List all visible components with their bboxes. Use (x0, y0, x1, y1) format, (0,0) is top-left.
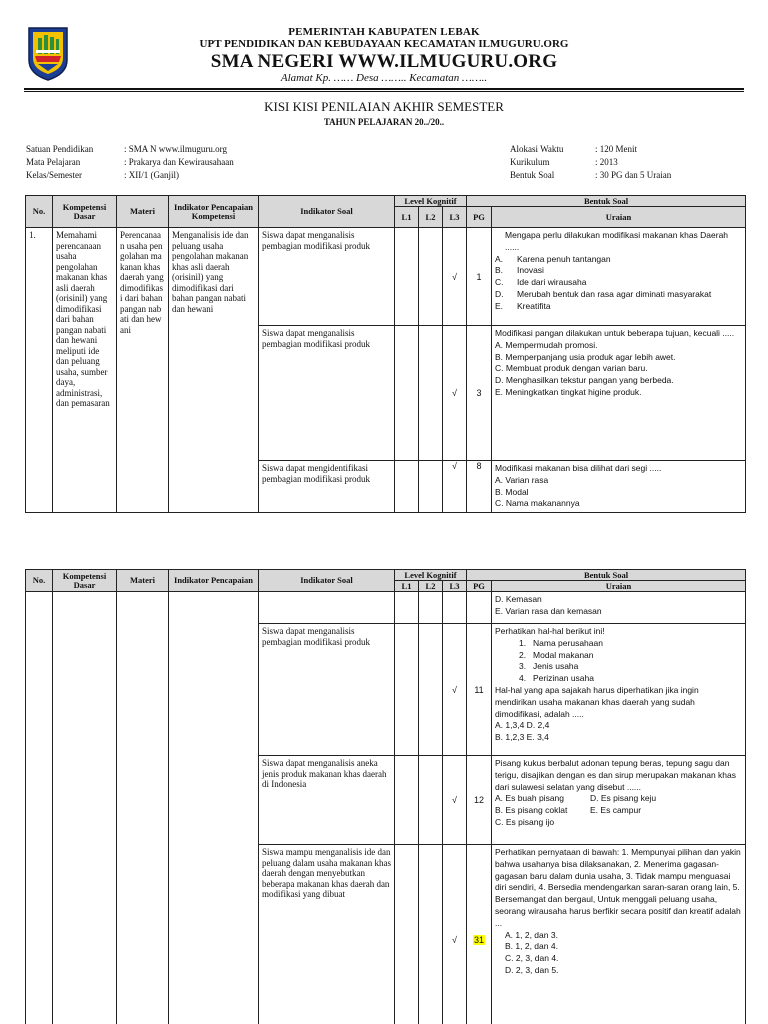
l3-check: √ (443, 624, 467, 756)
question-text: Modifikasi makanan bisa dilihat dari segi ..... (495, 463, 662, 473)
question-cell (492, 592, 746, 624)
l3-check: √ (443, 228, 467, 326)
option: C. Es pisang ijo (495, 816, 555, 827)
materi-cell (117, 592, 169, 1024)
option: D. Kemasan (495, 594, 542, 604)
meta-value: : Prakarya dan Kewirausahaan (124, 157, 234, 167)
pg-cell (467, 592, 492, 624)
option: B. Memperpanjang usia produk agar lebih awet. (495, 351, 676, 362)
option: A. 1, 2, dan 3. (505, 929, 558, 940)
col-no: No. (26, 196, 53, 228)
l2-cell (419, 592, 443, 624)
indikator-soal-cell: Siswa dapat mengidentifikasi pembagian modifikasi produk (259, 461, 395, 513)
l2-cell (419, 326, 443, 461)
option-text: Ide dari wirausaha (517, 277, 587, 288)
option: D. 2, 3, dan 5. (505, 964, 559, 975)
option-letter: E. (495, 300, 504, 311)
meta-key: Bentuk Soal (510, 170, 555, 180)
option: D. Menghasilkan tekstur pangan yang berbeda. (495, 375, 674, 386)
col-indikator-soal: Indikator Soal (259, 570, 395, 592)
col-pg: PG (467, 581, 492, 592)
question-text: Pisang kukus berbalut adonan tepung beras, tepung sagu dan terigu, disajikan dengan es dan sirup merupakan makanan khas dari sulawesi selatan yang disebut ...... (495, 758, 736, 792)
col-bentuk-soal: Bentuk Soal (467, 570, 746, 581)
meta-value: : XII/1 (Ganjil) (124, 170, 179, 180)
option-text: Inovasi (517, 265, 544, 276)
option-letter: B. (495, 265, 504, 276)
l2-cell (419, 461, 443, 513)
l1-cell (395, 326, 419, 461)
indikator-pencapaian-cell: Menganalisis ide dan peluang usaha pengolahan makanan khas asli daerah (orisinil) yang dimodifikasi dari bahan pangan nabati dan hewani (169, 228, 259, 513)
col-no: No. (26, 570, 53, 592)
l1-cell (395, 845, 419, 1024)
question-cell (492, 326, 746, 461)
col-level-kognitif: Level Kognitif (395, 570, 467, 581)
letterhead-rule (24, 88, 744, 90)
col-materi: Materi (117, 570, 169, 592)
option-text: Karena penuh tantangan (517, 253, 611, 264)
indikator-soal-cell: Siswa mampu menganalisis ide dan peluang dalam usaha makanan khas daerah dengan menyebutkan beberapa makanan khas daerah dan modifikasi yang dibuat (259, 845, 395, 1024)
option: C. Membuat produk dengan varian baru. (495, 363, 648, 374)
col-indikator-pencapaian: Indikator Pencapaian (169, 570, 259, 592)
option: A. Es buah pisang (495, 793, 565, 804)
list-item: Nama perusahaan (533, 637, 603, 648)
option: B. Es pisang coklat (495, 805, 568, 816)
pg-number: 8 (467, 461, 492, 513)
option-text: Kreatifita (517, 300, 551, 311)
option: A. Mempermudah promosi. (495, 339, 598, 350)
document-title: KISI KISI PENILAIAN AKHIR SEMESTER (264, 99, 504, 114)
question-text: Perhatikan pernyataan di bawah: 1. Mempunyai pilihan dan yakin bahwa usahanya bisa dilaksanakan, 2. Menerima gagasan-gagasan baru dalam dunia usaha, 3. Tidak mampu menguasai diri sendiri, 4. Bersedia mendengarkan saran-saran orang lain, 5. Bersemangat dan bergaul, Untuk menggali peluang usaha, seorang wirausaha harus berfikir secara positif dan kreatif adalah ... (495, 847, 741, 928)
indikator-soal-cell: Siswa dapat menganalisis pembagian modifikasi produk (259, 624, 395, 756)
question-cell: Perhatikan hal-hal berikut ini! 1. Nama perusahaan 2. Modal makanan 3. Jenis usaha 4. Perizinan usaha Hal-hal yang apa sajakah harus diperhatikan jika ingin mendirikan usaha makanan khas daerah yang sudah dimodifikasi, adalah ..... A. 1,3,4 D. 2,4 B. 1,2,3 E. 3,4 (492, 624, 746, 756)
l2-cell (419, 756, 443, 845)
option-letter: C. (495, 277, 504, 288)
question-text: Mengapa perlu dilakukan modifikasi makanan khas Daerah ...... (505, 230, 729, 252)
l1-cell (395, 624, 419, 756)
l3-cell (443, 592, 467, 624)
question-cell (492, 756, 746, 845)
col-indikator-pencapaian: Indikator Pencapaian Kompetensi (169, 196, 259, 228)
col-kompetensi-dasar: Kompetensi Dasar (53, 570, 117, 592)
col-uraian: Uraian (492, 207, 746, 228)
indikator-soal-cell: Siswa dapat menganalisis aneka jenis produk makanan khas daerah di Indonesia (259, 756, 395, 845)
col-l1: L1 (395, 207, 419, 228)
col-level-kognitif: Level Kognitif (395, 196, 467, 207)
pg-number: 11 (467, 624, 492, 756)
office-name: UPT PENDIDIKAN DAN KEBUDAYAAN KECAMATAN ILMUGURU.ORG (199, 38, 569, 50)
l1-cell (395, 756, 419, 845)
l3-check: √ (443, 756, 467, 845)
list-item: Perizinan usaha (533, 673, 594, 684)
option: A. 1,3,4 D. 2,4 (495, 720, 550, 731)
option-letter: D. (495, 288, 504, 299)
pg-number-highlighted: 31 (474, 934, 485, 945)
school-address: Alamat Kp. …… Desa …….. Kecamatan …….. (280, 72, 488, 84)
option: E. Es campur (590, 805, 642, 816)
indikator-pencapaian-cell (169, 592, 259, 1024)
meta-key: Kurikulum (510, 157, 550, 167)
meta-left (26, 143, 234, 182)
col-materi: Materi (117, 196, 169, 228)
col-bentuk-soal: Bentuk Soal (467, 196, 746, 207)
l3-check: √ (443, 461, 467, 513)
col-l2: L2 (419, 207, 443, 228)
indikator-soal-cell (259, 592, 395, 624)
list-item: Modal makanan (533, 649, 594, 660)
pg-number: 12 (467, 756, 492, 845)
option: B. Modal (495, 486, 529, 497)
row-number: 1. (26, 228, 53, 513)
option: B. 1,2,3 E. 3,4 (495, 732, 549, 743)
meta-value: : SMA N www.ilmuguru.org (124, 144, 228, 154)
list-item: Jenis usaha (533, 661, 579, 672)
pg-number-cell (467, 845, 492, 1024)
meta-key: Satuan Pendidikan (26, 144, 94, 154)
option-text: Merubah bentuk dan rasa agar diminati masyarakat (517, 288, 712, 299)
col-l3: L3 (443, 581, 467, 592)
col-indikator-soal: Indikator Soal (259, 196, 395, 228)
option-letter: A. (495, 253, 504, 264)
col-uraian: Uraian (492, 581, 746, 592)
indikator-soal-cell: Siswa dapat menganalisis pembagian modifikasi produk (259, 228, 395, 326)
government-name: PEMERINTAH KABUPATEN LEBAK (288, 26, 480, 38)
option: E. Varian rasa dan kemasan (495, 605, 602, 616)
option: E. Meningkatkan tingkat higine produk. (495, 386, 642, 397)
materi-cell: Perencanaan usaha pengolahan makanan khas daerah yang dimodifikasi dari bahan pangan nabati dan hewani (117, 228, 169, 513)
col-l3: L3 (443, 207, 467, 228)
kisi-kisi-table-2 (25, 569, 746, 1024)
l2-cell (419, 228, 443, 326)
meta-key: Alokasi Waktu (510, 144, 564, 154)
table-row (26, 228, 746, 326)
meta-key: Mata Pelajaran (26, 157, 81, 167)
meta-value: : 120 Menit (595, 144, 637, 154)
option: D. Es pisang keju (590, 793, 657, 804)
col-l1: L1 (395, 581, 419, 592)
option: B. 1, 2, dan 4. (505, 941, 558, 952)
question-cell (492, 228, 746, 326)
option: C. Nama makanannya (495, 498, 580, 509)
col-kompetensi-dasar: Kompetensi Dasar (53, 196, 117, 228)
school-name: SMA NEGERI WWW.ILMUGURU.ORG (210, 51, 558, 72)
l2-cell (419, 845, 443, 1024)
l1-cell (395, 228, 419, 326)
question-text: Perhatikan hal-hal berikut ini! (495, 626, 605, 636)
question-cell (492, 845, 746, 1024)
l3-check: √ (443, 326, 467, 461)
kisi-kisi-table-1 (25, 195, 746, 513)
question-text: Modifikasi pangan dilakukan untuk beberapa tujuan, kecuali ..... (495, 328, 735, 338)
pg-number: 3 (467, 326, 492, 461)
col-l2: L2 (419, 581, 443, 592)
meta-value: : 30 PG dan 5 Uraian (595, 170, 672, 180)
question-text: Hal-hal yang apa sajakah harus diperhatikan jika ingin mendirikan usaha makanan khas daerah yang sudah dimodifikasi, adalah ..... (495, 684, 699, 719)
l3-check: √ (443, 845, 467, 1024)
l1-cell (395, 461, 419, 513)
question-cell (492, 461, 746, 513)
pg-number: 1 (467, 228, 492, 326)
letterhead-rule-thin (24, 91, 744, 92)
kompetensi-dasar-cell: Memahami perencanaan usaha pengolahan makanan khas asli daerah (orisinil) yang dimodifikasi dari bahan pangan nabati dan hewani meliputi ide dan peluang usaha, sumber daya, administrasi, dan pemasaran (53, 228, 117, 513)
kompetensi-dasar-cell (53, 592, 117, 1024)
option: C. 2, 3, dan 4. (505, 953, 559, 964)
meta-value: : 2013 (595, 157, 618, 167)
row-number (26, 592, 53, 1024)
meta-key: Kelas/Semester (26, 170, 82, 180)
table-row (26, 592, 746, 624)
option: A. Varian rasa (495, 474, 549, 485)
l1-cell (395, 592, 419, 624)
academic-year: TAHUN PELAJARAN 20../20.. (323, 117, 445, 127)
col-pg: PG (467, 207, 492, 228)
meta-right (510, 143, 671, 182)
indikator-soal-cell: Siswa dapat menganalisis pembagian modifikasi produk (259, 326, 395, 461)
l2-cell (419, 624, 443, 756)
